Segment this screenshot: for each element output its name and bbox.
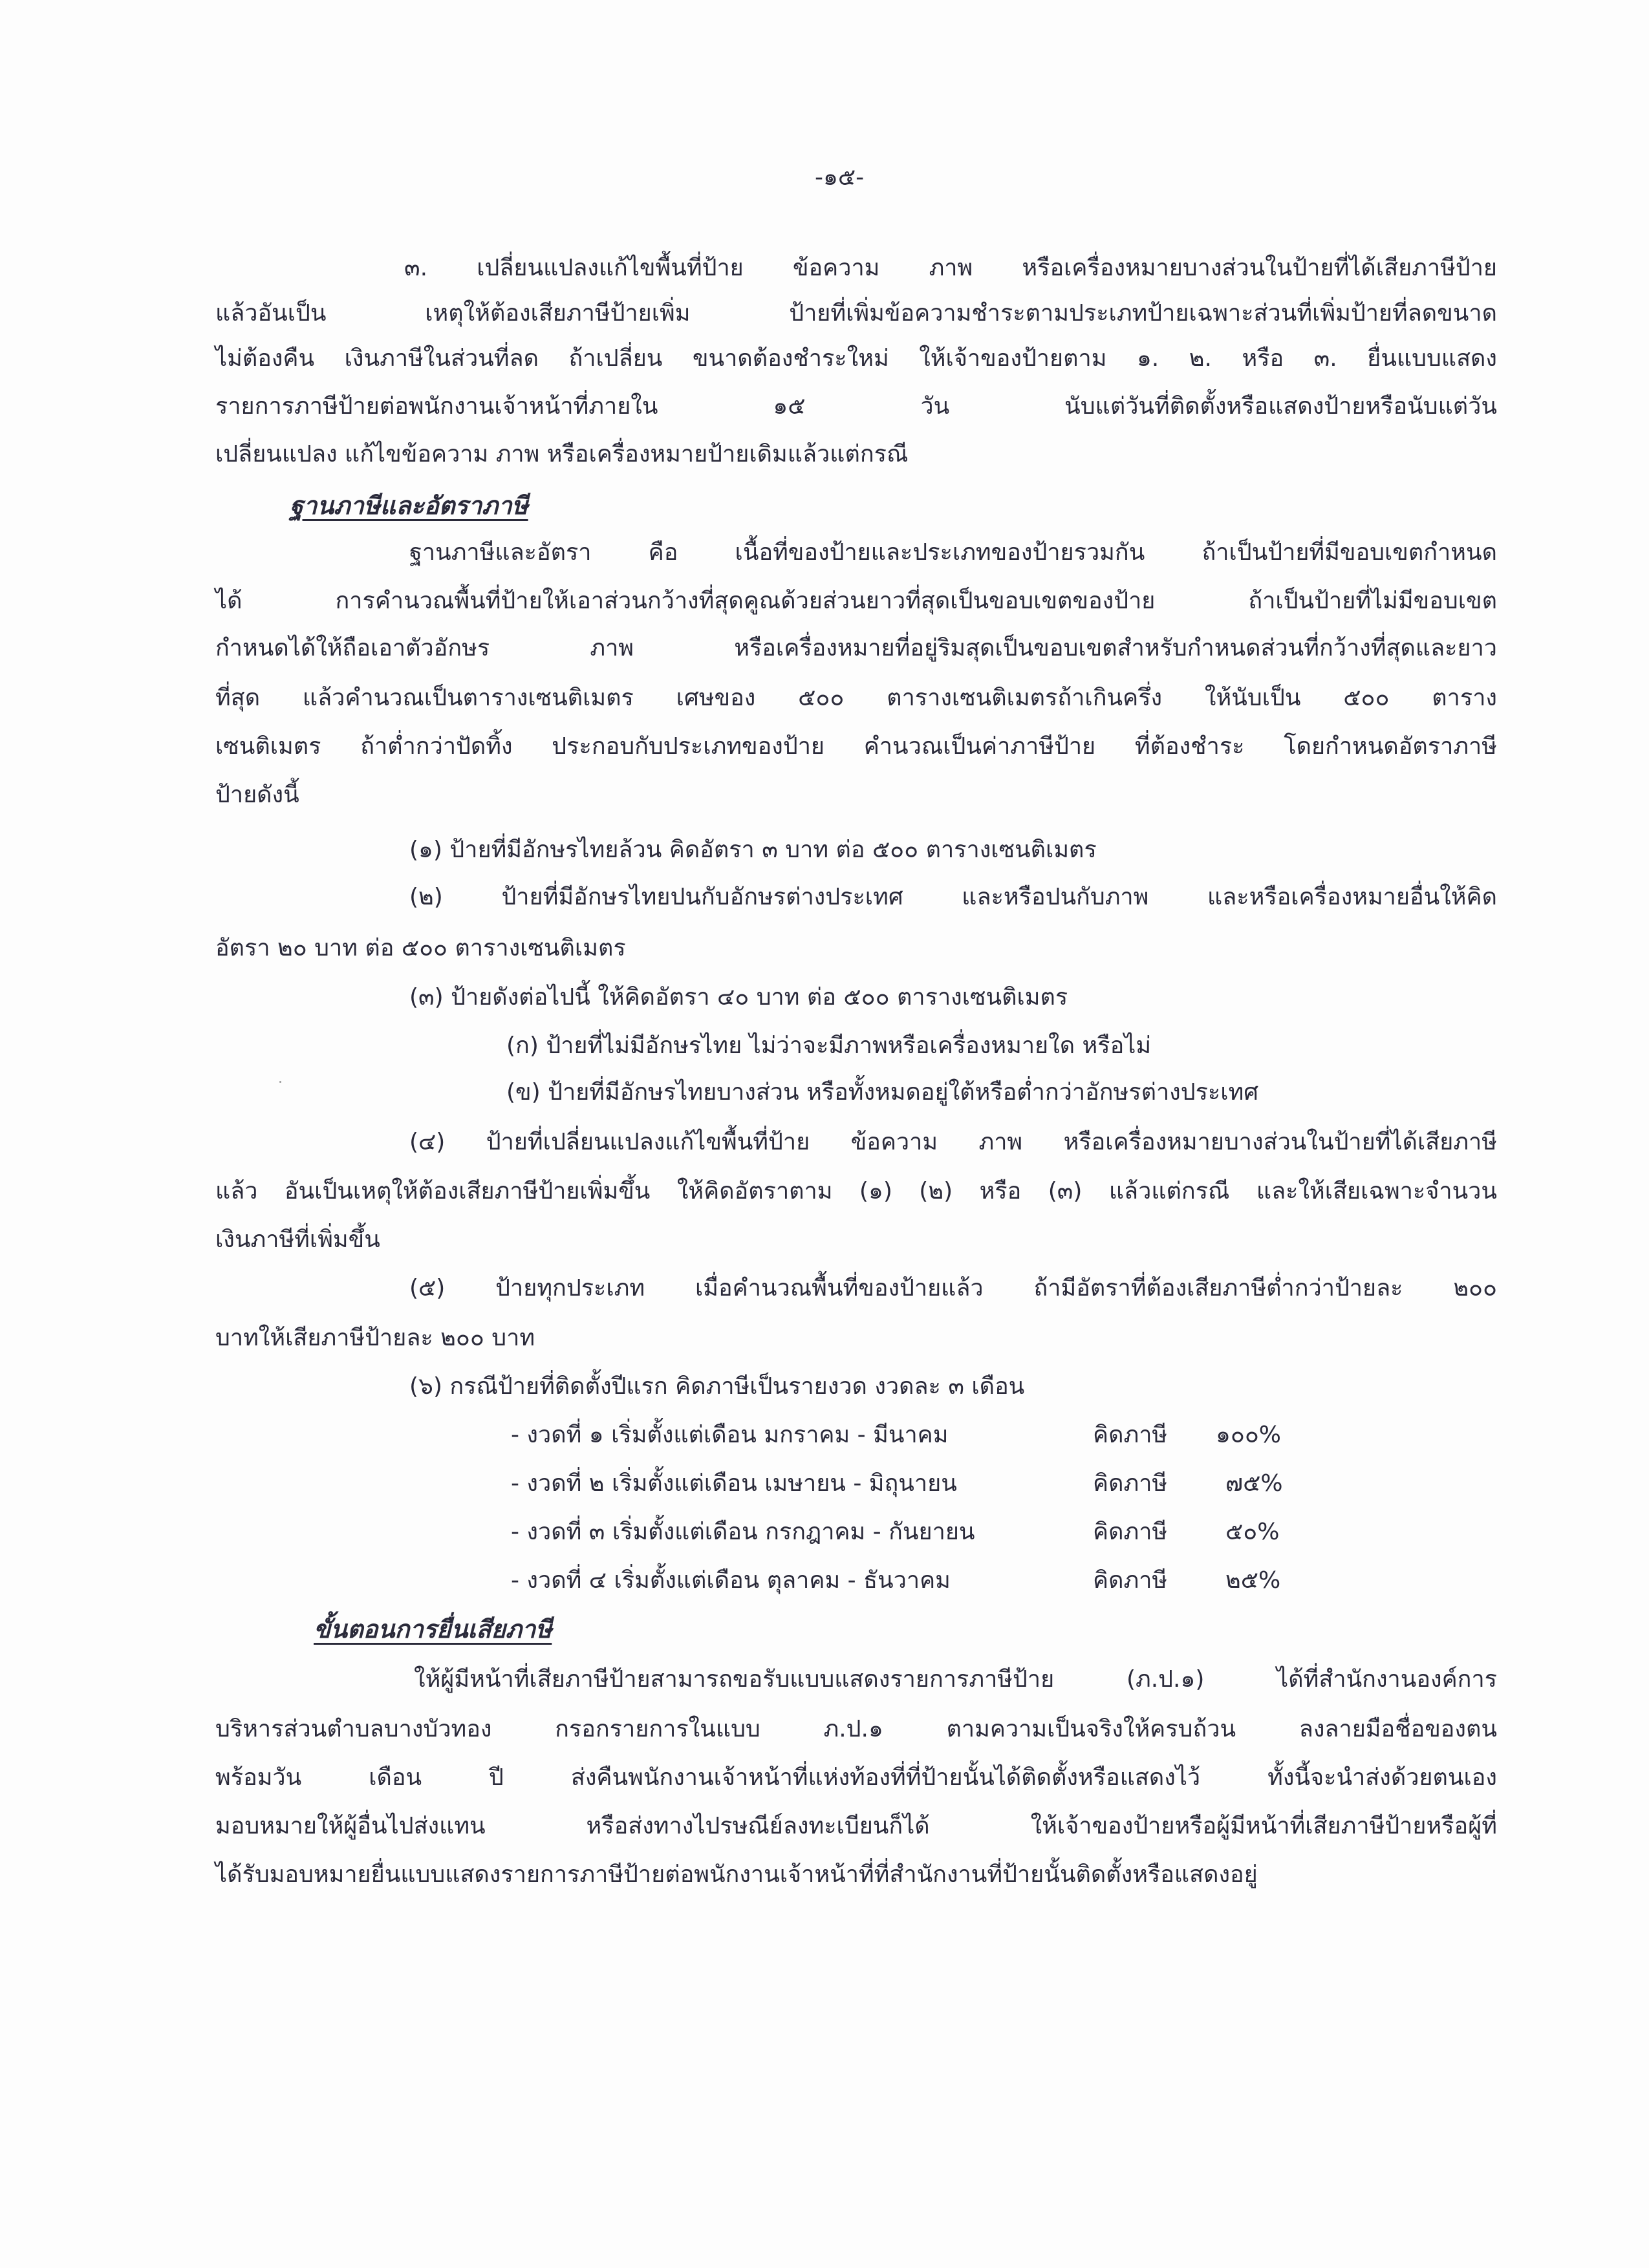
para1-line3: ไม่ต้องคืน เงินภาษีในส่วนที่ลด ถ้าเปลี่ยน ขนาดต้องชำระใหม่ ให้เจ้าของป้ายตาม ๑. ๒. หรือ ๓. ยื่นแบบแสดง [215, 345, 1497, 372]
schedule-row-1-percent: ๑๐๐% [1216, 1422, 1282, 1448]
schedule-row-2-percent: ๗๕% [1225, 1470, 1283, 1497]
para3-line1: ให้ผู้มีหน้าที่เสียภาษีป้ายสามารถขอรับแบบแสดงรายการภาษีป้าย (ภ.ป.๑) ได้ที่สำนักงานองค์การ [414, 1666, 1497, 1693]
schedule-row-4-label: คิดภาษี [1093, 1567, 1168, 1594]
schedule-row-1-period: - งวดที่ ๑ เริ่มตั้งแต่เดือน มกราคม - มีนาคม [511, 1422, 949, 1448]
rate-5-line2: บาทให้เสียภาษีป้ายละ ๒๐๐ บาท [215, 1325, 535, 1351]
para3-line5: ได้รับมอบหมายยื่นแบบแสดงรายการภาษีป้ายต่อพนักงานเจ้าหน้าที่ที่สำนักงานที่ป้ายนั้นติดตั้งหรือแสดงอยู่ [215, 1861, 1258, 1888]
para2-line4: ที่สุด แล้วคำนวณเป็นตารางเซนติเมตร เศษของ ๕๐๐ ตารางเซนติเมตรถ้าเกินครึ่ง ให้นับเป็น ๕๐๐ ตาราง [215, 685, 1497, 711]
para3-line3: พร้อมวัน เดือน ปี ส่งคืนพนักงานเจ้าหน้าที่แห่งท้องที่ที่ป้ายนั้นได้ติดตั้งหรือแสดงไว้ ทั้งนี้จะนำส่งด้วยตนเอง [215, 1764, 1497, 1791]
schedule-row-2-period: - งวดที่ ๒ เริ่มตั้งแต่เดือน เมษายน - มิถุนายน [511, 1470, 957, 1497]
rate-3-b: (ข) ป้ายที่มีอักษรไทยบางส่วน หรือทั้งหมดอยู่ใต้หรือต่ำกว่าอักษรต่างประเทศ [506, 1079, 1259, 1106]
para1-line4: รายการภาษีป้ายต่อพนักงานเจ้าหน้าที่ภายใน ๑๕ วัน นับแต่วันที่ติดตั้งหรือแสดงป้ายหรือนับแต่วัน [215, 393, 1497, 420]
schedule-row-4-percent: ๒๕% [1225, 1567, 1281, 1594]
rate-3: (๓) ป้ายดังต่อไปนี้ ให้คิดอัตรา ๔๐ บาท ต่อ ๕๐๐ ตารางเซนติเมตร [409, 984, 1068, 1011]
para2-line1: ฐานภาษีและอัตรา คือ เนื้อที่ของป้ายและประเภทของป้ายรวมกัน ถ้าเป็นป้ายที่มีขอบเขตกำหนด [409, 539, 1497, 566]
rate-4-line1: (๔) ป้ายที่เปลี่ยนแปลงแก้ไขพื้นที่ป้าย ข้อความ ภาพ หรือเครื่องหมายบางส่วนในป้ายที่ได้เสียภาษี [409, 1129, 1497, 1155]
rate-2-line2: อัตรา ๒๐ บาท ต่อ ๕๐๐ ตารางเซนติเมตร [215, 935, 626, 961]
para2-line5: เซนติเมตร ถ้าต่ำกว่าปัดทิ้ง ประกอบกับประเภทของป้าย คำนวณเป็นค่าภาษีป้าย ที่ต้องชำระ โดยกำหนดอัตราภาษี [215, 733, 1497, 760]
para1-line1: ๓. เปลี่ยนแปลงแก้ไขพื้นที่ป้าย ข้อความ ภาพ หรือเครื่องหมายบางส่วนในป้ายที่ได้เสียภาษีป้าย [404, 255, 1497, 281]
schedule-row-2-label: คิดภาษี [1093, 1470, 1168, 1497]
schedule-row-3-label: คิดภาษี [1093, 1519, 1168, 1545]
section-heading-filing-procedure: ขั้นตอนการยื่นเสียภาษี [314, 1615, 552, 1643]
para2-line3: กำหนดได้ให้ถือเอาตัวอักษร ภาพ หรือเครื่องหมายที่อยู่ริมสุดเป็นขอบเขตสำหรับกำหนดส่วนที่กว้างที่สุดและยาว [215, 635, 1497, 661]
para2-line2: ได้ การคำนวณพื้นที่ป้ายให้เอาส่วนกว้างที่สุดคูณด้วยส่วนยาวที่สุดเป็นขอบเขตของป้าย ถ้าเป็นป้ายที่ไม่มีขอบเขต [215, 588, 1497, 614]
schedule-row-3-percent: ๕๐% [1225, 1519, 1280, 1545]
rate-6: (๖) กรณีป้ายที่ติดตั้งปีแรก คิดภาษีเป็นรายงวด งวดละ ๓ เดือน [409, 1373, 1025, 1400]
page-number: -๑๕- [815, 164, 865, 191]
schedule-row-4-period: - งวดที่ ๔ เริ่มตั้งแต่เดือน ตุลาคม - ธันวาคม [511, 1567, 951, 1594]
rate-5-line1: (๕) ป้ายทุกประเภท เมื่อคำนวณพื้นที่ของป้ายแล้ว ถ้ามีอัตราที่ต้องเสียภาษีต่ำกว่าป้ายละ ๒๐๐ [409, 1275, 1497, 1301]
rate-4-line3: เงินภาษีที่เพิ่มขึ้น [215, 1226, 380, 1253]
para1-line2: แล้วอันเป็น เหตุให้ต้องเสียภาษีป้ายเพิ่ม ป้ายที่เพิ่มข้อความชำระตามประเภทป้ายเฉพาะส่วนที่เพิ่มป้ายที่ลดขนาด [215, 300, 1497, 326]
para3-line4: มอบหมายให้ผู้อื่นไปส่งแทน หรือส่งทางไปรษณีย์ลงทะเบียนก็ได้ ให้เจ้าของป้ายหรือผู้มีหน้าที่เสียภาษีป้ายหรือผู้ที่ [215, 1813, 1497, 1839]
schedule-row-1-label: คิดภาษี [1093, 1422, 1168, 1448]
para1-line5: เปลี่ยนแปลง แก้ไขข้อความ ภาพ หรือเครื่องหมายป้ายเดิมแล้วแต่กรณี [215, 441, 909, 467]
para2-line6: ป้ายดังนี้ [215, 782, 299, 808]
section-heading-tax-base: ฐานภาษีและอัตราภาษี [290, 491, 528, 520]
rate-4-line2: แล้ว อันเป็นเหตุให้ต้องเสียภาษีป้ายเพิ่มขึ้น ให้คิดอัตราตาม (๑) (๒) หรือ (๓) แล้วแต่กรณี และให้เสียเฉพาะจำนวน [215, 1178, 1497, 1204]
rate-1: (๑) ป้ายที่มีอักษรไทยล้วน คิดอัตรา ๓ บาท ต่อ ๕๐๐ ตารางเซนติเมตร [409, 837, 1097, 863]
rate-2-line1: (๒) ป้ายที่มีอักษรไทยปนกับอักษรต่างประเทศ และหรือปนกับภาพ และหรือเครื่องหมายอื่นให้คิด [409, 884, 1497, 910]
schedule-row-3-period: - งวดที่ ๓ เริ่มตั้งแต่เดือน กรกฎาคม - กันยายน [511, 1519, 975, 1545]
rate-3-a: (ก) ป้ายที่ไม่มีอักษรไทย ไม่ว่าจะมีภาพหรือเครื่องหมายใด หรือไม่ [506, 1032, 1152, 1059]
scan-speck [279, 1081, 281, 1083]
para3-line2: บริหารส่วนตำบลบางบัวทอง กรอกรายการในแบบ ภ.ป.๑ ตามความเป็นจริงให้ครบถ้วน ลงลายมือชื่อของตน [215, 1716, 1497, 1742]
